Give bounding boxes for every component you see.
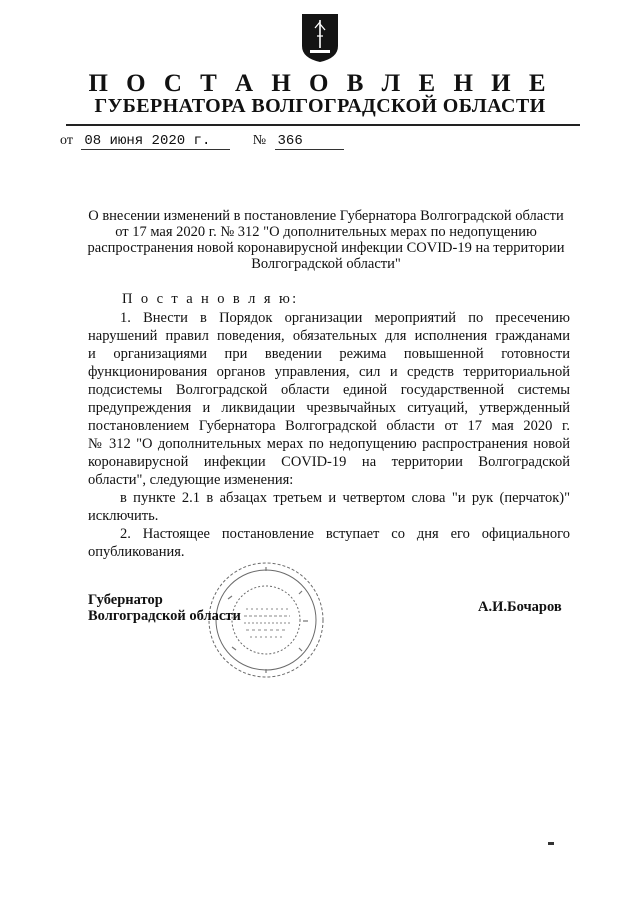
item1-sub-line: в пункте 2.1 в абзацах третьем и четвертом слова "и рук (перчаток)": [120, 490, 570, 506]
resolution-keyword: П о с т а н о в л я ю:: [122, 291, 299, 307]
document-number: 366: [275, 133, 344, 150]
item1-line: предупреждения и ликвидации чрезвычайных ситуаций, утвержденный: [88, 400, 570, 416]
signer-position-line: Губернатор: [88, 592, 163, 608]
resolution-body: [88, 309, 570, 561]
signer-name: А.И.Бочаров: [478, 599, 562, 615]
item1-line: коронавирусной инфекции COVID-19 на территории Волгоградской: [88, 454, 570, 470]
item2-line: опубликования.: [88, 544, 185, 560]
item1-line: подсистемы Волгоградской области единой государственной системы: [88, 382, 570, 398]
document-type-title: П О С Т А Н О В Л Е Н И Е: [88, 70, 552, 97]
heading-line: от 17 мая 2020 г. № 312 "О дополнительных мерах по недопущению: [115, 224, 537, 240]
header-divider: [66, 124, 580, 126]
from-label: от: [60, 133, 73, 148]
number-label: №: [252, 133, 267, 148]
page-mark: [548, 842, 554, 845]
item1-line: постановлением Губернатора Волгоградской области от 17 мая 2020 г.: [88, 418, 570, 434]
signer-position: [88, 592, 241, 624]
issuer-subtitle: ГУБЕРНАТОРА ВОЛГОГРАДСКОЙ ОБЛАСТИ: [94, 95, 546, 117]
item1-line: области", следующие изменения:: [88, 472, 294, 488]
heading-line: распространения новой коронавирусной инфекции COVID-19 на территории: [87, 240, 565, 256]
item1-line: нарушений правил поведения, обязательных для исполнения гражданами: [88, 328, 570, 344]
date-number-row: [60, 133, 344, 150]
item1-line: и организациями при введении режима повышенной готовности: [88, 346, 570, 362]
coat-of-arms-icon: [300, 12, 340, 64]
signer-position-line: Волгоградской области: [88, 608, 241, 624]
item2-line: 2. Настоящее постановление вступает со дня его официального: [120, 526, 570, 542]
item1-line: 1. Внести в Порядок организации мероприятий по пресечению: [120, 310, 570, 326]
heading-line: О внесении изменений в постановление Губернатора Волгоградской области: [88, 208, 564, 224]
heading-line: Волгоградской области": [251, 256, 401, 272]
document-heading: [80, 208, 572, 272]
item1-sub-line: исключить.: [88, 508, 159, 524]
document-date: 08 июня 2020 г.: [81, 133, 230, 150]
item1-line: функционирования органов управления, сил и средств территориальной: [88, 364, 570, 380]
item1-line: № 312 "О дополнительных мерах по недопущению распространения новой: [88, 436, 570, 452]
